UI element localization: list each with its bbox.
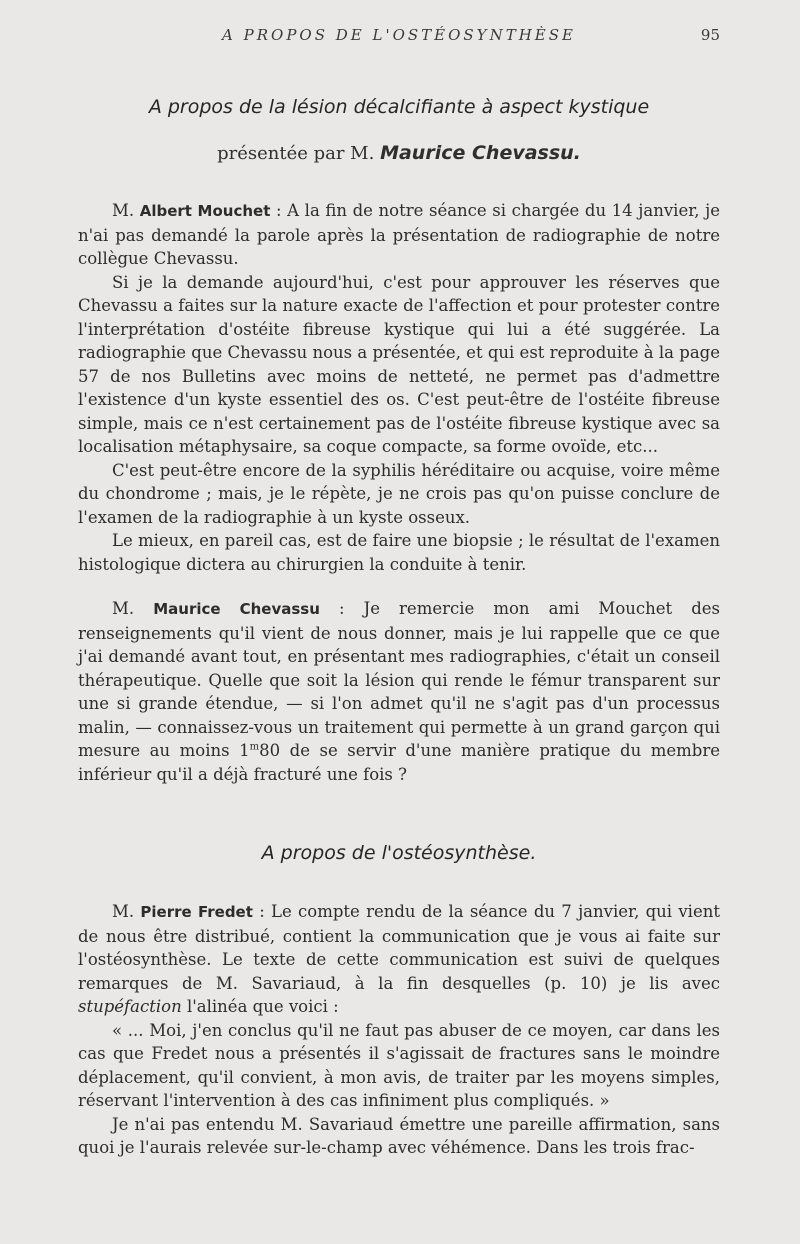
- section-title-lesion: A propos de la lésion décalcifiante à aspect kystique: [148, 96, 650, 118]
- paragraph-text: : A la fin de notre séance si chargée du 14 janvier, je n'ai pas demandé la parole après la présentation de radiographie de notre collègue Chevassu.: [78, 201, 721, 268]
- page-number: 95: [700, 26, 720, 44]
- paragraph: Je n'ai pas entendu M. Savariaud émettre une pareille affirmation, sans quoi je l'aurais relevée sur-le-champ avec véhémence. Dans les trois frac-: [78, 1114, 720, 1157]
- chevassu-reply: [78, 597, 720, 786]
- paragraph: [78, 597, 720, 786]
- superscript-unit: m: [249, 741, 260, 753]
- running-header: [78, 26, 720, 50]
- paragraph-text: : Le compte rendu de la séance du 7 janvier, qui vient de nous être distribué, contient la communication que je vous ai faite sur l'ostéosynthèse. Le texte de cette communication est suivi de quelques remarques de M. Savariaud, à la fin desquelles (p. 10) je lis avec: [78, 902, 720, 993]
- emphasis: stupéfaction: [78, 997, 182, 1016]
- paragraph: Si je la demande aujourd'hui, c'est pour approuver les réserves que Chevassu a faites sur la nature exacte de l'affection et pour protester contre l'interprétation d'ostéite fibreuse kystique qui lui a été suggérée. La radiographie que Chevassu nous a présentée, et qui est reproduite à la page 57 de nos Bulletins avec moins de netteté, ne permet pas d'admettre l'existence d'un kyste essentiel des os. C'est peut-être de l'ostéite fibreuse simple, mais ce n'est certainement pas de l'ostéite fibreuse kystique avec sa localisation métaphysaire, sa coque compacte, sa forme ovoïde, etc...: [78, 272, 720, 456]
- speaker-prefix: M.: [112, 902, 135, 921]
- speaker-name: Maurice Chevassu: [153, 600, 320, 618]
- fredet-remarks: [78, 900, 720, 1160]
- paragraph-text: : Je remercie mon ami Mouchet des renseignements qu'il vient de nous donner, mais je lui rappelle que ce que j'ai demandé avant tout, en présentant mes radiographies, c'était un conseil thérapeutique. Quelle que soit la lésion qui rende le fémur transparent sur une si grande étendue, — si l'on admet qu'il ne s'agit pas d'un processus malin, — connaissez-vous un traitement qui permette à un grand garçon qui mesure au moins 1: [78, 599, 721, 760]
- section-title-osteosynthesis: A propos de l'ostéosynthèse.: [261, 842, 537, 864]
- paragraph-text: l'alinéa que voici :: [186, 997, 339, 1016]
- speaker-name: Pierre Fredet: [140, 903, 253, 921]
- mouchet-remarks: [78, 199, 720, 576]
- byline-author: Maurice Chevassu.: [380, 142, 581, 164]
- paragraph: [78, 199, 720, 271]
- paragraph: C'est peut-être encore de la syphilis héréditaire ou acquise, voire même du chondrome ; mais, je le répète, je ne crois pas qu'on puisse conclure de l'examen de la radiographie à un kyste osseux.: [78, 460, 720, 527]
- speaker-name: Albert Mouchet: [139, 202, 271, 220]
- byline: [78, 142, 720, 164]
- paragraph: Le mieux, en pareil cas, est de faire une biopsie ; le résultat de l'examen histologique dictera au chirurgien la conduite à tenir.: [78, 531, 720, 574]
- quotation: « ... Moi, j'en conclus qu'il ne faut pas abuser de ce moyen, car dans les cas que Fredet nous a présentés il s'agissait de fractures sans le moindre déplacement, qu'il convient, à mon avis, de traiter par les moyens simples, réservant l'intervention à des cas infiniment plus compliqués. »: [78, 1020, 720, 1110]
- running-title: A PROPOS DE L'OSTÉOSYNTHÈSE: [222, 26, 576, 44]
- speaker-prefix: M.: [112, 599, 135, 618]
- speaker-prefix: M.: [112, 201, 135, 220]
- byline-prefix: présentée par M.: [217, 143, 375, 164]
- paragraph: [78, 900, 720, 1019]
- paragraph-text: 80 de se servir d'une manière pratique du membre inférieur qu'il a déjà fracturé une fois ?: [78, 741, 720, 784]
